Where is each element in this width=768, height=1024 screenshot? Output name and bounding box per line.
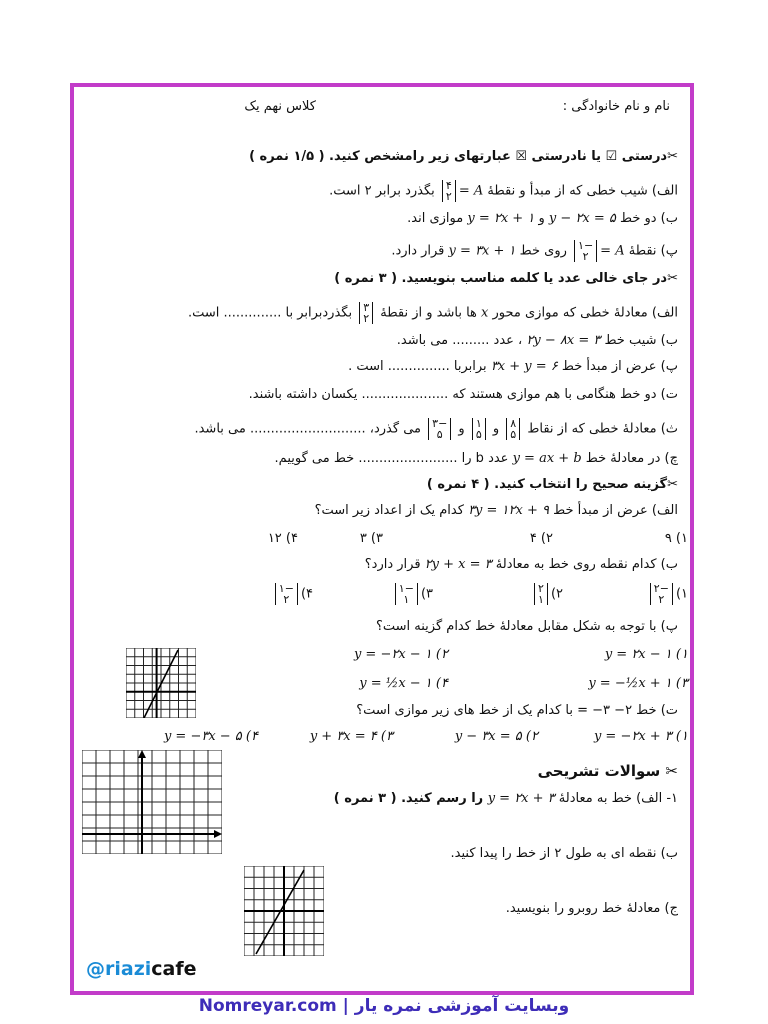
s3-q3-opt3: ۳) y = −½x + ۱	[588, 676, 688, 691]
riazicafe-logo: @riazicafe	[86, 958, 197, 980]
s3-q1-opt1: ۱) ۹	[664, 531, 688, 546]
s1-item-alef: الف) شیب خطی که از مبدأ و نقطهٔ A =۴ ۲ بگذرد برابر ۲ است.	[329, 179, 678, 203]
section3-title: ✂گزینه صحیح را انتخاب کنید. ( ۴ نمره )	[426, 477, 678, 492]
site-footer: وبسایت آموزشی نمره یار | Nomreyar.com	[198, 996, 570, 1016]
s3-q2-opt2: ۲)۲ ۱	[531, 583, 563, 605]
matrix: −۳ ۵	[428, 418, 451, 440]
s3-q2-opt1: ۱)−۲ ۲	[647, 583, 688, 605]
matrix: −۱ ۲	[574, 240, 597, 262]
s2-item-pe: پ) عرض از مبدأ خط ۳x + y = ۶ برابربا ............... است .	[348, 359, 678, 374]
matrix: ۴ ۲	[442, 180, 456, 202]
s3-q1-opt4: ۴) ۱۲	[267, 531, 298, 546]
s3-q1-opt3: ۳) ۳	[359, 531, 383, 546]
matrix: ۳ ۲	[359, 302, 373, 324]
s1-item-pe: پ) نقطهٔ A =−۱ ۲ روی خط y = ۳x + ۱ قرار دارد.	[391, 239, 678, 263]
name-label: نام و نام خانوادگی :	[562, 99, 670, 114]
section1-title: ✂درستی ☑ یا نادرستی ☒ عبارتهای زیر رامشخص کنید. ( ۱/۵ نمره )	[249, 149, 678, 164]
section2-title: ✂در جای خالی عدد یا کلمه مناسب بنویسید. ( ۳ نمره )	[334, 271, 678, 286]
q3-line-graph	[244, 866, 324, 956]
s3-q3-opt4: ۴) y = ½x − ۱	[359, 676, 448, 691]
section4-title: ✂ سوالات تشریحی	[537, 762, 678, 780]
q1-drawing-grid	[82, 750, 222, 854]
s3-q4-opt4: ۴) y = −۳x − ۵	[163, 729, 258, 744]
s3-q3-opt1: ۱) y = ۲x − ۱	[604, 647, 688, 662]
s4-q1: ۱- الف) خط به معادلهٔ y = ۲x + ۳ را رسم کنید. ( ۳ نمره )	[333, 791, 678, 806]
s4-q2: ب) نقطه ای به طول ۲ از خط را پیدا کنید.	[450, 846, 678, 861]
s2-item-che: چ) در معادلهٔ خط y = ax + b عدد b را ........................ خط می گوییم.	[274, 451, 678, 466]
s3-q1-opt2: ۲) ۴	[529, 531, 553, 546]
s3-q2: ب) کدام نقطه روی خط به معادلهٔ ۲y + x = ۳ قرار دارد؟	[364, 557, 678, 572]
s2-item-be: ب) شیب خط ۲y − ۸x = ۳ ، عدد ......... می باشد.	[396, 333, 678, 348]
s2-item-alef: الف) معادلهٔ خطی که موازی محور x ها باشد و از نقطهٔ ۳ ۲ بگذردبرابر با .............. است.	[187, 301, 678, 325]
s3-q3: پ) با توجه به شکل مقابل معادلهٔ خط کدام گزینه است؟	[375, 619, 678, 634]
matrix: ۸ ۵	[506, 418, 520, 440]
matrix: ۱ ۵	[472, 418, 486, 440]
s3-q1: الف) عرض از مبدأ خط ۳y = ۱۲x + ۹ کدام یک از اعداد زیر است؟	[314, 503, 678, 518]
class-label: کلاس نهم یک	[244, 99, 316, 114]
s2-item-te: ت) دو خط هنگامی با هم موازی هستند که ..................... یکسان داشته باشند.	[248, 387, 678, 402]
s3-q4-opt3: ۳) y + ۳x = ۴	[309, 729, 393, 744]
s3-q4: ت) خط ۲− ۳− = با کدام یک از خط های زیر موازی است؟	[356, 703, 678, 718]
s3-q4-opt2: ۲) y − ۳x = ۵	[454, 729, 538, 744]
s3-q3-opt2: ۲) y = −۲x − ۱	[353, 647, 448, 662]
s2-item-se: ث) معادلهٔ خطی که از نقاط ۸ ۵ و ۱ ۵ و −۳ ۵ می گذرد، ............................ می باشد.	[194, 417, 678, 441]
s4-q3: ج) معادلهٔ خط روبرو را بنویسید.	[505, 901, 678, 916]
s3-q2-opt3: ۳)−۱ ۱	[392, 583, 433, 605]
q3-graph	[126, 648, 196, 718]
s3-q4-opt1: ۱) y = −۲x + ۳	[593, 729, 688, 744]
s1-item-be: ب) دو خط y − ۲x = ۵ و y = ۲x + ۱ موازی اند.	[407, 211, 678, 226]
s3-q2-opt4: ۴)−۱ ۲	[272, 583, 313, 605]
